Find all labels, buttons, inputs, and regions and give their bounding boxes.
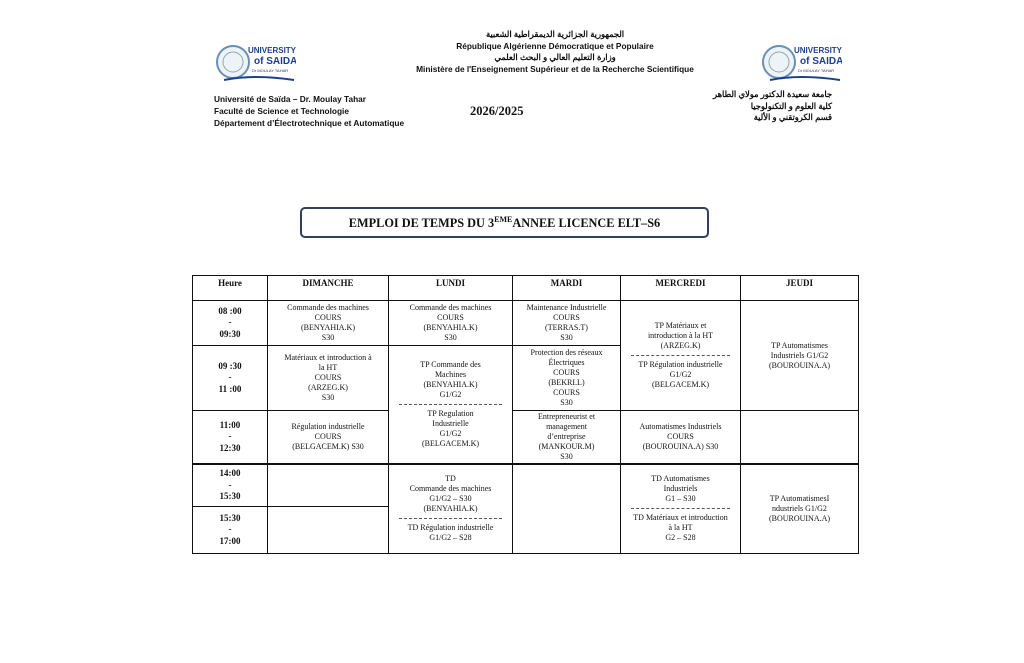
- session-cell: [621, 301, 741, 411]
- time-slot: 08 :00 - 09:30: [193, 301, 268, 346]
- session-text: TP Regulation Industrielle G1/G2 (BELGACEM.K): [421, 408, 480, 448]
- time-slot: 14:00 - 15:30: [193, 464, 268, 507]
- session-cell: TP AutomatismesI ndustriels G1/G2 (BOUROUINA.A): [741, 464, 859, 554]
- university-name: Université de Saïda – Dr. Moulay Tahar: [214, 94, 367, 104]
- table-row: [193, 464, 859, 507]
- time-slot: 15:30 - 17:00: [193, 507, 268, 554]
- session-cell: Régulation industrielle COURS (BELGACEM.K) S30: [268, 411, 389, 464]
- session-cell: [389, 346, 513, 464]
- svg-text:UNIVERSITY: UNIVERSITY: [794, 46, 842, 55]
- session-text: TD Régulation industrielle G1/G2 – S28: [407, 523, 494, 543]
- session-text: TP Régulation industrielle G1/G2 (BELGACEM.K): [638, 360, 723, 389]
- svg-text:of SAIDA: of SAIDA: [254, 56, 296, 67]
- title-suffix: ANNEE LICENCE ELT–S6: [512, 216, 661, 230]
- session-cell: [268, 507, 389, 554]
- session-cell: [389, 464, 513, 554]
- ministry: Ministère de l'Enseignement Supérieur et de la Recherche Scientifique: [416, 63, 694, 74]
- col-mercredi: MERCREDI: [621, 276, 741, 301]
- session-cell: TP Automatismes Industriels G1/G2 (BOUROUINA.A): [741, 301, 859, 411]
- svg-text:of SAIDA: of SAIDA: [800, 56, 842, 67]
- session-cell: Maintenance Industrielle COURS (TERRAS.T) S30: [513, 301, 621, 346]
- separator: [631, 508, 730, 509]
- session-text: TD Matériaux et introduction à la HT G2 – S28: [633, 513, 728, 543]
- separator: [631, 355, 730, 356]
- table-row: [193, 301, 859, 346]
- session-cell: Protection des réseaux Électriques COURS (BEKRI.L) COURS S30: [513, 346, 621, 411]
- university-logo-left: [214, 40, 296, 86]
- svg-text:Dr MOULAY TAHAR: Dr MOULAY TAHAR: [252, 68, 289, 73]
- arabic-republic: الجمهورية الجزائرية الديمقراطية الشعبية: [485, 29, 625, 39]
- arabic-university: جامعة سعيدة الدكتور مولاي الطاهر: [713, 89, 832, 99]
- arabic-department: قسم الكروتقني و الألية: [753, 112, 832, 122]
- col-lundi: LUNDI: [389, 276, 513, 301]
- session-cell: Commande des machines COURS (BENYAHIA.K) S30: [389, 301, 513, 346]
- republic: République Algérienne Démocratique et Populaire: [456, 40, 654, 51]
- col-heure: Heure: [193, 276, 268, 301]
- session-text: TP Commande des Machines (BENYAHIA.K) G1/G2: [420, 359, 481, 399]
- session-cell: Commande des machines COURS (BENYAHIA.K) S30: [268, 301, 389, 346]
- col-dimanche: DIMANCHE: [268, 276, 389, 301]
- svg-text:UNIVERSITY: UNIVERSITY: [248, 46, 296, 55]
- header-row: [193, 276, 859, 301]
- page-title: [300, 207, 709, 238]
- session-text: TD Commande des machines G1/G2 – S30 (BENYAHIA.K): [409, 474, 492, 514]
- separator: [399, 404, 502, 405]
- session-text: TP Matériaux et introduction à la HT (ARZEG.K): [647, 321, 714, 350]
- session-cell: Matériaux et introduction à la HT COURS (ARZEG.K) S30: [268, 346, 389, 411]
- col-jeudi: JEUDI: [741, 276, 859, 301]
- department-name: Département d’Électrotechnique et Automatique: [214, 118, 405, 128]
- session-cell: [513, 464, 621, 554]
- title-prefix: EMPLOI DE TEMPS DU 3: [348, 216, 495, 230]
- session-cell: Automatismes Industriels COURS (BOUROUINA.A) S30: [621, 411, 741, 464]
- header-center: [300, 29, 810, 75]
- arabic-ministry: وزارة التعليم العالي و البحث العلمي: [494, 52, 616, 62]
- arabic-faculty: كلية العلوم و التكنولوجيا: [750, 100, 832, 111]
- timetable: [192, 275, 859, 554]
- time-slot: 11:00 - 12:30: [193, 411, 268, 464]
- session-cell: [741, 411, 859, 464]
- title-sup: EME: [494, 214, 513, 224]
- faculty-name: Faculté de Science et Technologie: [214, 106, 349, 116]
- session-text: TD Automatismes Industriels G1 – S30: [651, 474, 710, 504]
- academic-year: 2026/2025: [470, 104, 524, 118]
- institution-info: [214, 93, 404, 129]
- institution-info-arabic: [700, 89, 832, 124]
- time-slot: 09 :30 - 11 :00: [193, 346, 268, 411]
- separator: [399, 518, 502, 519]
- col-mardi: MARDI: [513, 276, 621, 301]
- svg-text:Dr MOULAY TAHAR: Dr MOULAY TAHAR: [798, 68, 835, 73]
- session-cell: [621, 464, 741, 554]
- session-cell: Entrepreneurist et management d’entreprise (MANKOUR.M) S30: [513, 411, 621, 464]
- table-row: [193, 411, 859, 464]
- session-cell: [268, 464, 389, 507]
